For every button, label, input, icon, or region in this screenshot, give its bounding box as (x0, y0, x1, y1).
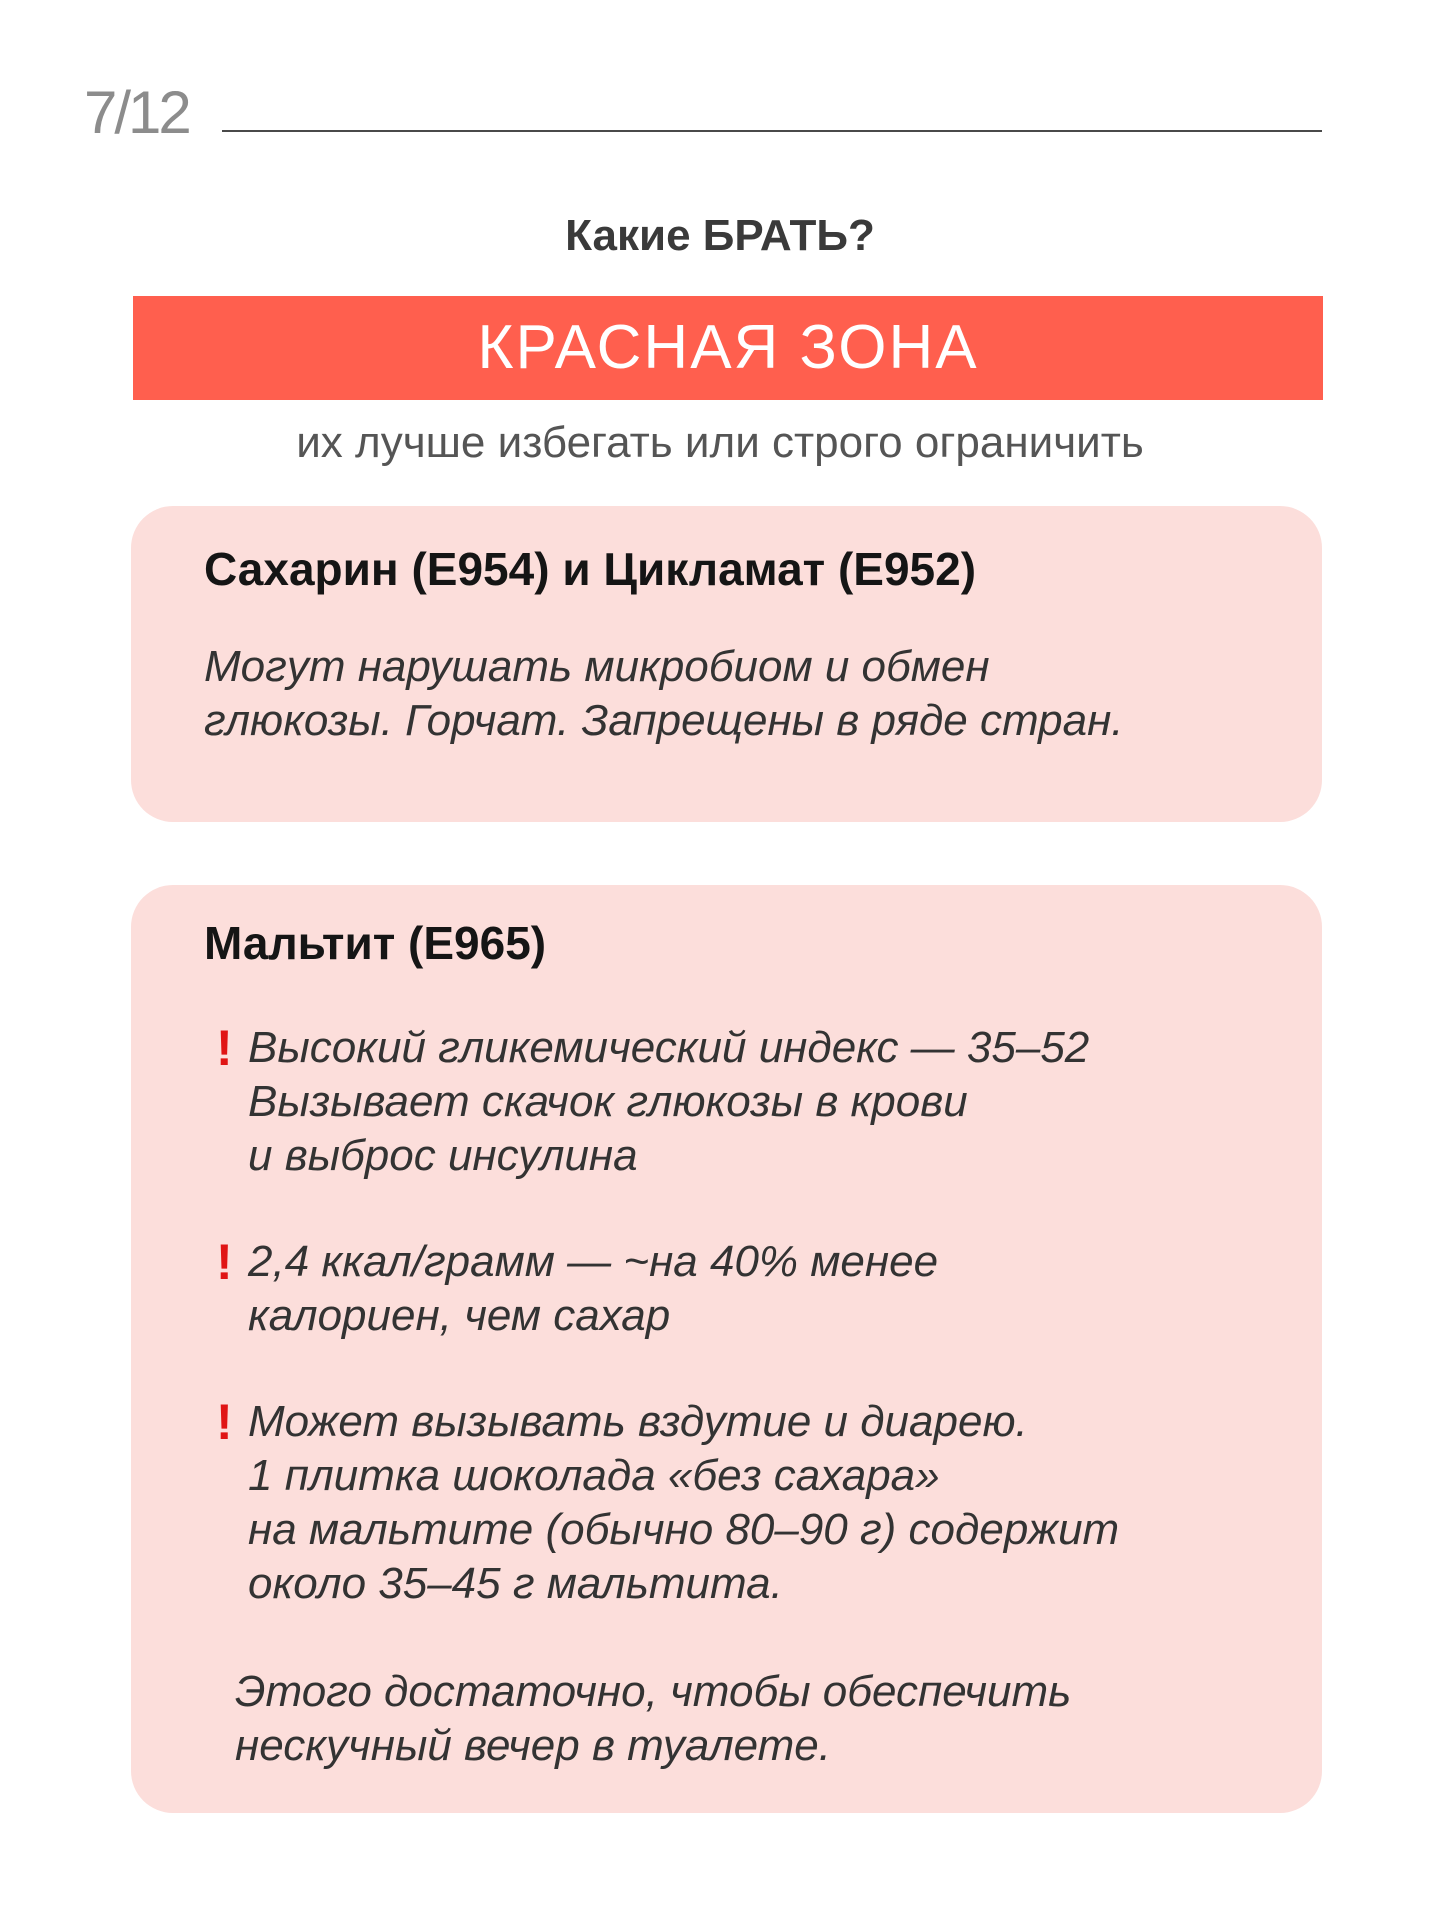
list-item-line: около 35–45 г мальтита. (248, 1559, 783, 1608)
card-description (204, 640, 1124, 748)
list-item-text (248, 1235, 1248, 1343)
card-title: Мальтит (E965) (204, 917, 547, 969)
list-item-line: 1 плитка шоколада «без сахара» (248, 1451, 940, 1500)
list-item-text (248, 1395, 1248, 1611)
exclamation-icon: ! (216, 1234, 233, 1290)
card-description-line: Могут нарушать микробиом и обмен (204, 642, 990, 691)
red-zone-banner: КРАСНАЯ ЗОНА (133, 296, 1323, 400)
red-zone-subtitle: их лучше избегать или строго ограничить (296, 418, 1144, 467)
list-item-line: Может вызывать вздутие и диарею. (248, 1397, 1028, 1446)
section-question: Какие БРАТЬ? (565, 211, 875, 260)
card-description-line: глюкозы. Горчат. Запрещены в ряде стран. (204, 696, 1124, 745)
closing-line: нескучный вечер в туалете. (235, 1721, 831, 1770)
page-number: 7/12 (84, 79, 189, 146)
header-divider (222, 130, 1322, 132)
list-item-line: Высокий гликемический индекс — 35–52 (248, 1023, 1090, 1072)
list-item-line: и выброс инсулина (248, 1131, 638, 1180)
closing-line: Этого достаточно, чтобы обеспечить (235, 1667, 1072, 1716)
list-item-line: 2,4 ккал/грамм — ~на 40% менее (248, 1237, 939, 1286)
list-item-line: калориен, чем сахар (248, 1291, 671, 1340)
card-maltitol (131, 885, 1322, 1813)
exclamation-icon: ! (216, 1020, 233, 1076)
list-item-line: Вызывает скачок глюкозы в крови (248, 1077, 968, 1126)
card-saccharin-cyclamate (131, 506, 1322, 822)
exclamation-icon: ! (216, 1394, 233, 1450)
list-item-line: на мальтите (обычно 80–90 г) содержит (248, 1505, 1120, 1554)
list-item-text (248, 1021, 1248, 1183)
card-title: Сахарин (E954) и Цикламат (E952) (204, 543, 977, 595)
card-closing-note (235, 1665, 1071, 1773)
